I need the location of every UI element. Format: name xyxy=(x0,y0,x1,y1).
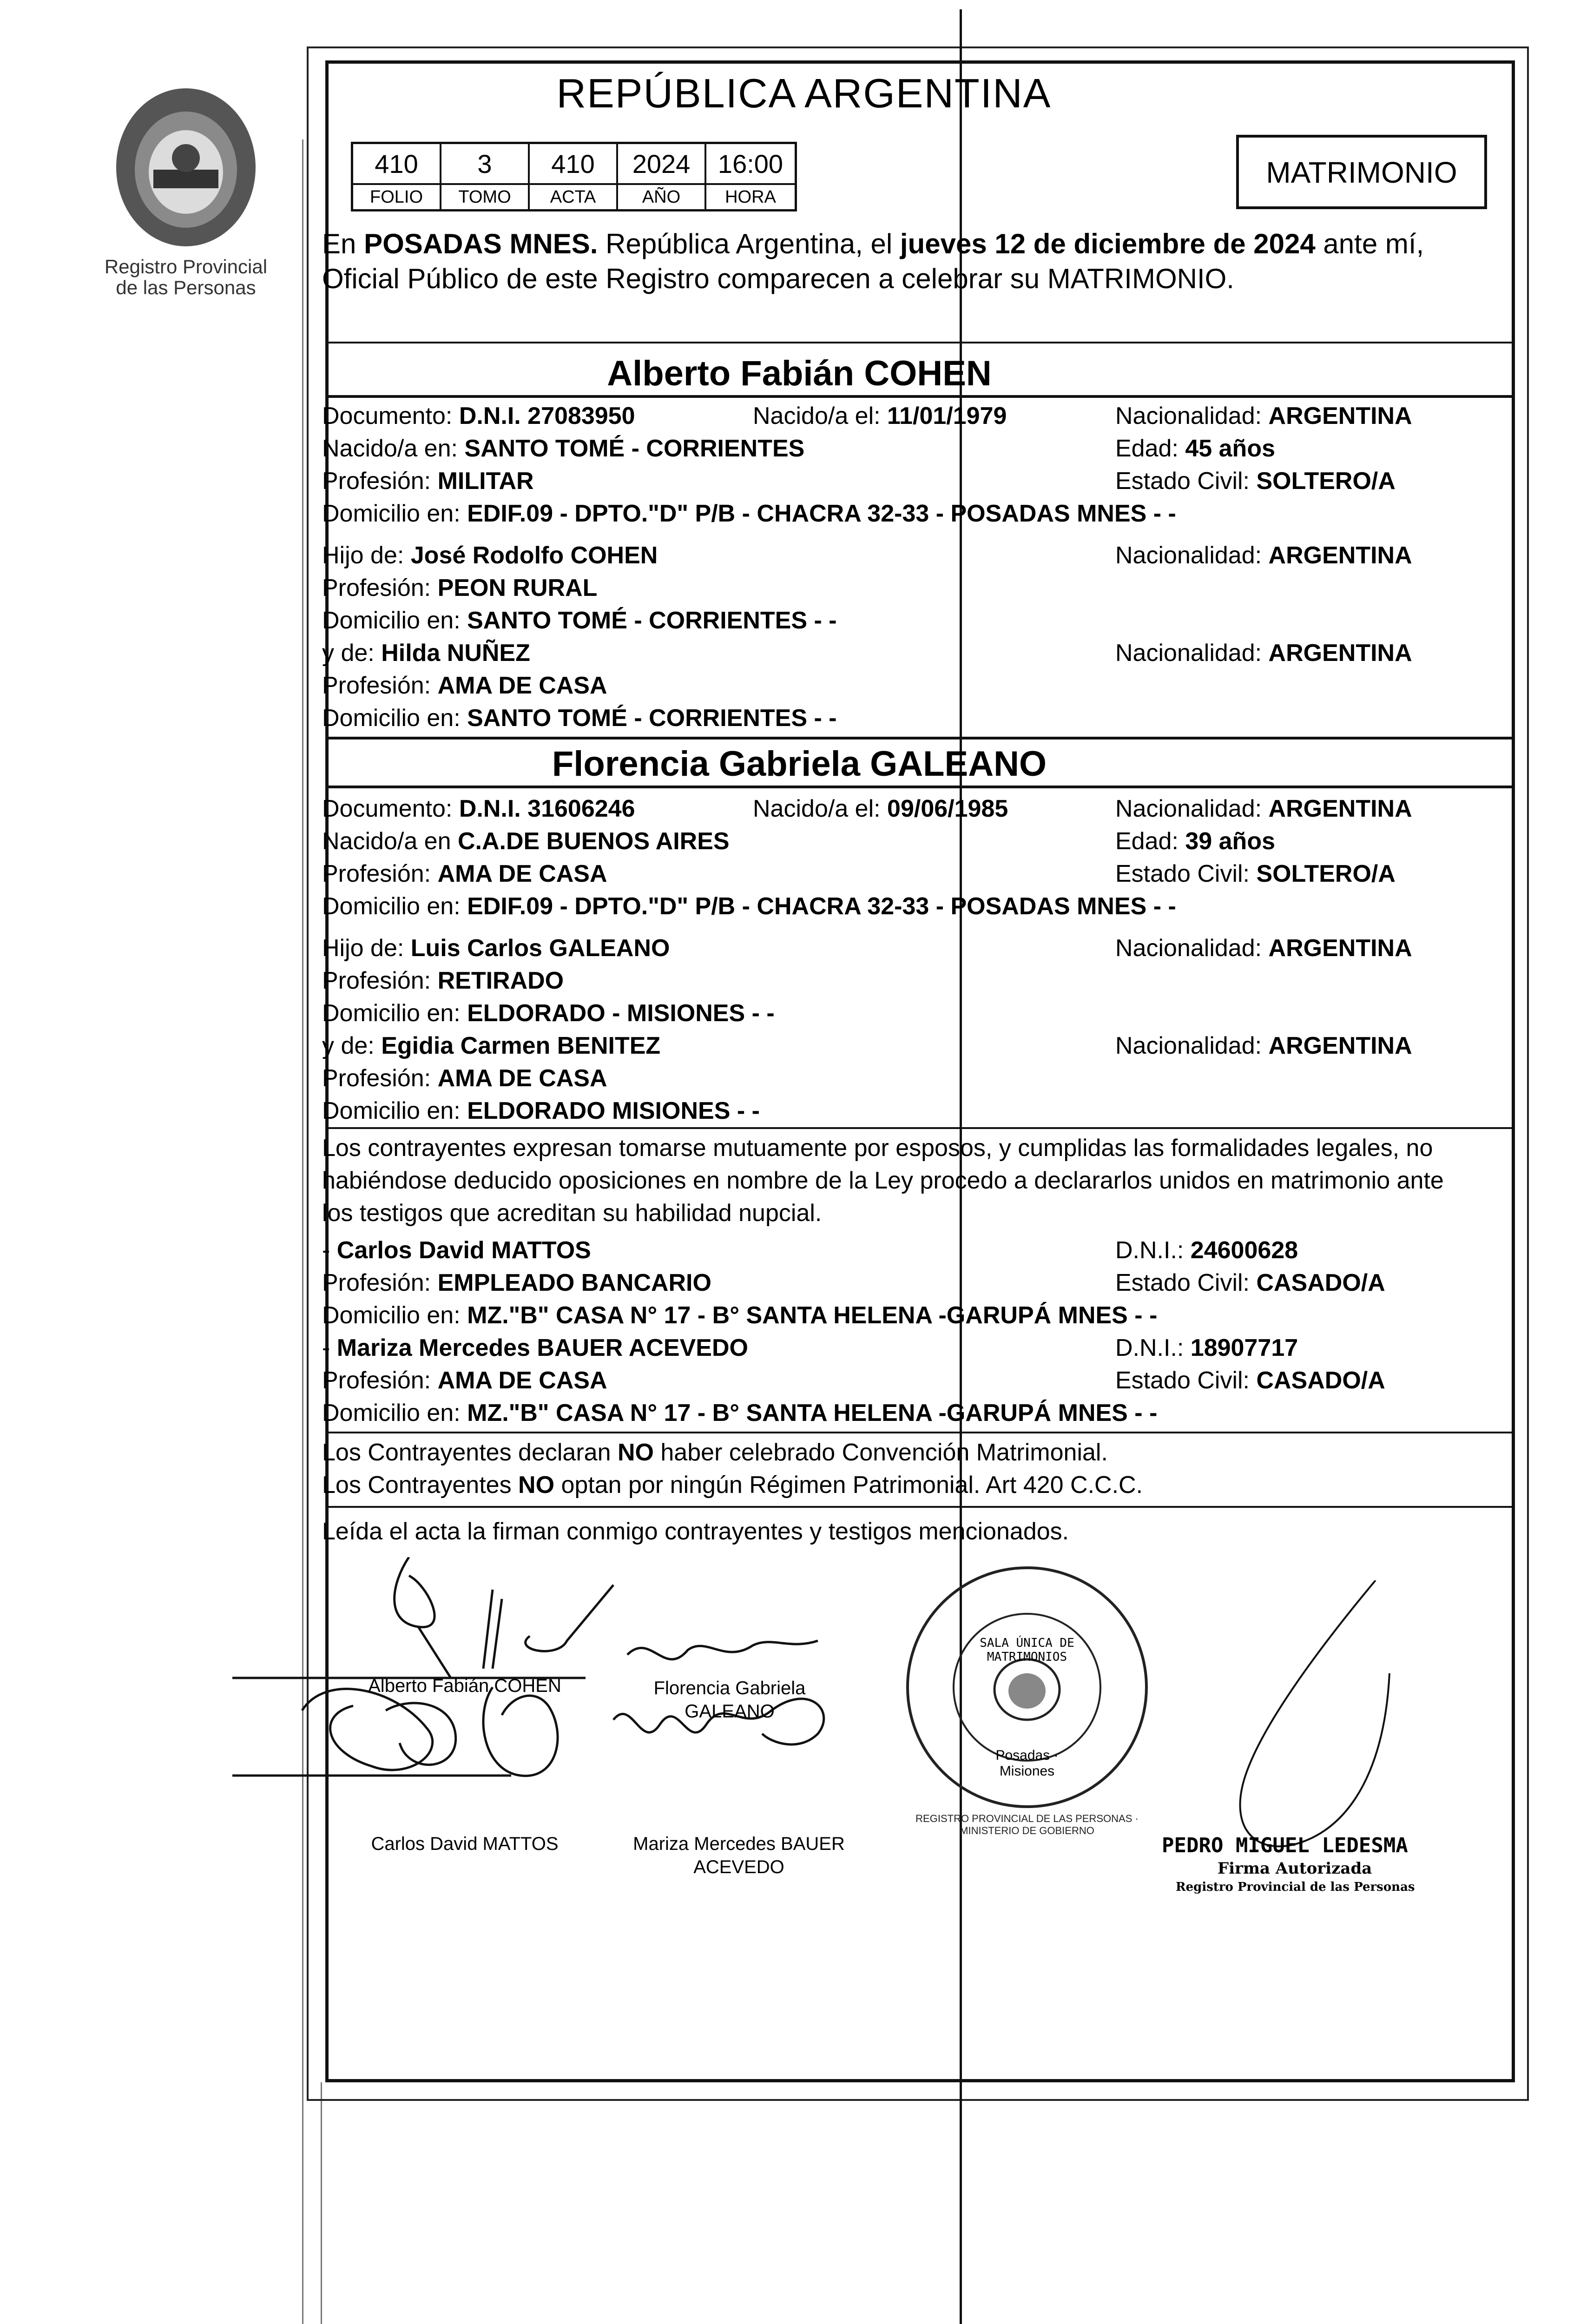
label: Profesión: xyxy=(322,1367,438,1394)
witness2-civil-value: CASADO/A xyxy=(1256,1367,1385,1394)
witness2-name-value: Mariza Mercedes BAUER ACEVEDO xyxy=(336,1334,748,1361)
label: Nacido/a en xyxy=(322,828,458,855)
spouse2-civil-value: SOLTERO/A xyxy=(1256,860,1396,887)
spouse2-prof-value: AMA DE CASA xyxy=(437,860,607,887)
divider xyxy=(325,395,1515,398)
spouse2-nationality xyxy=(1115,795,1412,823)
spouse1-birthdate xyxy=(753,402,1007,430)
spouse1-mother-dom: SANTO TOMÉ - CORRIENTES - - xyxy=(467,705,837,732)
label: D.N.I.: xyxy=(1115,1237,1191,1264)
spouse2-age-value: 39 años xyxy=(1185,828,1275,855)
registry-box xyxy=(351,142,797,211)
registry-acta xyxy=(530,144,618,209)
witness1-profession xyxy=(322,1269,711,1297)
spouse1-father-prof: PEON RURAL xyxy=(437,574,598,601)
logo-caption-1: Registro Provincial xyxy=(104,256,268,277)
spouse2-age xyxy=(1115,827,1275,855)
spouse2-father-address xyxy=(322,999,775,1027)
registry-tomo xyxy=(441,144,530,209)
signature-label-witness1: Carlos David MATTOS xyxy=(371,1834,559,1854)
margin-line-left-2 xyxy=(321,2082,322,2324)
label: Domicilio en: xyxy=(322,893,467,920)
label: Nacionalidad: xyxy=(1115,935,1269,962)
spouse2-birthplace xyxy=(322,827,730,855)
regime-no: NO xyxy=(518,1472,555,1499)
spouse2-profession xyxy=(322,860,607,888)
label: Estado Civil: xyxy=(1115,860,1257,887)
label: Domicilio en: xyxy=(322,1302,467,1329)
spouse1-born: 11/01/1979 xyxy=(887,403,1007,429)
spouse1-birthplace-value: SANTO TOMÉ - CORRIENTES xyxy=(464,435,805,462)
divider xyxy=(325,342,1515,343)
spouse2-dom-value: EDIF.09 - DPTO."D" P/B - CHACRA 32-33 - POSADAS MNES - - xyxy=(467,893,1176,920)
label: Domicilio en: xyxy=(322,705,467,732)
spouse1-mother-name: Hilda NUÑEZ xyxy=(381,640,530,667)
spouse2-father-nat: ARGENTINA xyxy=(1268,935,1412,962)
spouse1-father-nat: ARGENTINA xyxy=(1268,542,1412,569)
spouse1-nat: ARGENTINA xyxy=(1268,403,1412,429)
label: Profesión: xyxy=(322,860,438,887)
label: Estado Civil: xyxy=(1115,1367,1257,1394)
hora-label: HORA xyxy=(706,183,795,209)
spouse1-nationality xyxy=(1115,402,1412,430)
spouse2-document xyxy=(322,795,635,823)
spouse1-father-dom: SANTO TOMÉ - CORRIENTES - - xyxy=(467,607,837,634)
regime-no: NO xyxy=(617,1439,654,1466)
divider xyxy=(325,786,1515,788)
spouse1-dom-value: EDIF.09 - DPTO."D" P/B - CHACRA 32-33 - POSADAS MNES - - xyxy=(467,500,1176,527)
label: Nacido/a el: xyxy=(753,403,888,429)
spouse2-mother-address xyxy=(322,1097,760,1125)
spouse2-father-nationality xyxy=(1115,934,1412,962)
label: Nacionalidad: xyxy=(1115,795,1269,822)
spouse1-address xyxy=(322,500,1176,528)
spouse1-age xyxy=(1115,435,1275,462)
registry-anio xyxy=(618,144,706,209)
label: Nacido/a el: xyxy=(753,795,888,822)
spouse2-father-dom: ELDORADO - MISIONES - - xyxy=(467,1000,775,1027)
tomo-value: 3 xyxy=(477,149,492,178)
regime-line-2 xyxy=(322,1471,1143,1499)
margin-line-left xyxy=(302,139,303,2324)
spouse2-mother-dom: ELDORADO MISIONES - - xyxy=(467,1097,760,1124)
intro-line-1 xyxy=(322,228,1424,260)
intro-text: ante mí, xyxy=(1315,228,1424,259)
label: Nacionalidad: xyxy=(1115,640,1269,667)
record-type-box: MATRIMONIO xyxy=(1236,135,1487,209)
label: Hijo de: xyxy=(322,542,411,569)
anio-label: AÑO xyxy=(618,183,704,209)
label: y de: xyxy=(322,640,382,667)
spouse1-birthplace xyxy=(322,435,804,462)
label: Domicilio en: xyxy=(322,607,467,634)
spouse1-father xyxy=(322,541,658,569)
coat-of-arms-icon xyxy=(93,79,279,274)
intro-text: En xyxy=(322,228,364,259)
spouse2-birthplace-value: C.A.DE BUENOS AIRES xyxy=(457,828,730,855)
witness1-civil-value: CASADO/A xyxy=(1256,1269,1385,1296)
registry-logo xyxy=(93,79,279,298)
label: Profesión: xyxy=(322,468,438,495)
page-title: REPÚBLICA ARGENTINA xyxy=(556,70,1052,116)
spouse1-age-value: 45 años xyxy=(1185,435,1275,462)
label: D.N.I.: xyxy=(1115,1334,1191,1361)
seal-text-outer: REGISTRO PROVINCIAL DE LAS PERSONAS · MINISTERIO DE GOBIERNO xyxy=(915,1813,1139,1836)
divider xyxy=(325,1127,1515,1129)
label: Hijo de: xyxy=(322,935,411,962)
witness2-civil xyxy=(1115,1367,1385,1394)
spouse1-mother-nationality xyxy=(1115,639,1412,667)
spouse1-mother-profession xyxy=(322,672,607,700)
bullet: - xyxy=(322,1334,337,1361)
seal-emblem-icon xyxy=(990,1655,1064,1724)
spouse1-father-nationality xyxy=(1115,541,1412,569)
declaration-line-1: Los contrayentes expresan tomarse mutuamente por esposos, y cumplidas las formalidades legales, no xyxy=(322,1135,1433,1162)
intro-date: jueves 12 de diciembre de 2024 xyxy=(900,228,1316,259)
witness1-dni-value: 24600628 xyxy=(1190,1237,1298,1264)
bullet: - xyxy=(322,1237,337,1264)
spouse2-birthdate xyxy=(753,795,1008,823)
seal-text-inner: SALA ÚNICA DE MATRIMONIOS xyxy=(980,1636,1074,1664)
spouse2-mother-name: Egidia Carmen BENITEZ xyxy=(381,1032,661,1059)
spouse2-civil xyxy=(1115,860,1396,888)
witness2-profession xyxy=(322,1367,607,1394)
spouse1-mother-prof: AMA DE CASA xyxy=(437,672,607,699)
regime-line-1 xyxy=(322,1439,1108,1466)
label: Edad: xyxy=(1115,435,1185,462)
witness2-dni-value: 18907717 xyxy=(1190,1334,1298,1361)
label: y de: xyxy=(322,1032,382,1059)
spouse1-father-address xyxy=(322,607,837,634)
witness1-name-value: Carlos David MATTOS xyxy=(336,1237,591,1264)
spouse1-father-profession xyxy=(322,574,597,602)
spouse1-civil-value: SOLTERO/A xyxy=(1256,468,1396,495)
witness1-name xyxy=(322,1236,591,1264)
declaration-line-3: los testigos que acreditan su habilidad nupcial. xyxy=(322,1200,822,1227)
anio-value: 2024 xyxy=(632,149,691,178)
divider xyxy=(325,1432,1515,1433)
spouse1-mother-address xyxy=(322,704,837,732)
witness1-dom-value: MZ."B" CASA N° 17 - B° SANTA HELENA -GARUPÁ MNES - - xyxy=(467,1302,1158,1329)
spouse2-mother-profession xyxy=(322,1064,607,1092)
spouse1-profession xyxy=(322,467,534,495)
label: Domicilio en: xyxy=(322,1000,467,1027)
signature-label-witness2-1: Mariza Mercedes BAUER xyxy=(633,1834,845,1854)
label: Domicilio en: xyxy=(322,1400,467,1426)
label: Documento: xyxy=(322,403,459,429)
label: Profesión: xyxy=(322,1065,438,1092)
witness2-prof-value: AMA DE CASA xyxy=(437,1367,607,1394)
spouse2-nat: ARGENTINA xyxy=(1268,795,1412,822)
spouse2-born: 09/06/1985 xyxy=(887,795,1008,822)
intro-place: POSADAS MNES. xyxy=(364,228,598,259)
signature-label-spouse1: Alberto Fabián COHEN xyxy=(368,1676,561,1696)
label: Estado Civil: xyxy=(1115,468,1257,495)
acta-label: ACTA xyxy=(530,183,616,209)
label: Nacionalidad: xyxy=(1115,403,1269,429)
spouse1-father-name: José Rodolfo COHEN xyxy=(410,542,658,569)
spouse2-father-name: Luis Carlos GALEANO xyxy=(410,935,670,962)
label: Profesión: xyxy=(322,672,438,699)
intro-line-2: Oficial Público de este Registro comparecen a celebrar su MATRIMONIO. xyxy=(322,263,1234,294)
label: Nacionalidad: xyxy=(1115,1032,1269,1059)
officer-name: PEDRO MIGUEL LEDESMA xyxy=(1162,1834,1408,1857)
spouse1-prof-value: MILITAR xyxy=(437,468,534,495)
officer-title: Firma Autorizada xyxy=(1218,1859,1372,1878)
spouse2-father-prof: RETIRADO xyxy=(437,967,564,994)
signature-label-spouse2-2: GALEANO xyxy=(685,1701,775,1722)
witness2-dni xyxy=(1115,1334,1298,1362)
spouse2-mother-nationality xyxy=(1115,1032,1412,1060)
witness1-dni xyxy=(1115,1236,1298,1264)
divider xyxy=(325,1506,1515,1508)
spouse2-father xyxy=(322,934,670,962)
label: Documento: xyxy=(322,795,459,822)
registry-folio xyxy=(353,144,441,209)
spouse2-father-profession xyxy=(322,967,564,995)
witness2-dom-value: MZ."B" CASA N° 17 - B° SANTA HELENA -GARUPÁ MNES - - xyxy=(467,1400,1158,1426)
label: Profesión: xyxy=(322,1269,438,1296)
label: Nacionalidad: xyxy=(1115,542,1269,569)
spouse1-civil xyxy=(1115,467,1396,495)
spouse2-name: Florencia Gabriela GALEANO xyxy=(552,744,1047,784)
seal-text-bottom: Posadas · Misiones xyxy=(995,1748,1059,1779)
hora-value: 16:00 xyxy=(718,149,783,178)
spouse1-dni: D.N.I. 27083950 xyxy=(459,403,635,429)
spouse2-dni: D.N.I. 31606246 xyxy=(459,795,635,822)
closing-line: Leída el acta la firman conmigo contrayentes y testigos mencionados. xyxy=(322,1518,1069,1545)
regime-text: Los Contrayentes declaran xyxy=(322,1439,618,1466)
spouse2-mother xyxy=(322,1032,660,1060)
folio-label: FOLIO xyxy=(353,183,440,209)
tomo-label: TOMO xyxy=(441,183,528,209)
label: Profesión: xyxy=(322,967,438,994)
logo-caption-2: de las Personas xyxy=(116,277,256,298)
spouse2-mother-nat: ARGENTINA xyxy=(1268,1032,1412,1059)
witness1-address xyxy=(322,1301,1157,1329)
regime-text: haber celebrado Convención Matrimonial. xyxy=(653,1439,1108,1466)
acta-value: 410 xyxy=(551,149,595,178)
spouse1-name: Alberto Fabián COHEN xyxy=(607,354,992,393)
label: Domicilio en: xyxy=(322,1097,467,1124)
spouse2-address xyxy=(322,892,1176,920)
witness1-prof-value: EMPLEADO BANCARIO xyxy=(437,1269,711,1296)
spouse1-mother-nat: ARGENTINA xyxy=(1268,640,1412,667)
intro-text: República Argentina, el xyxy=(598,228,900,259)
spouse1-document xyxy=(322,402,635,430)
divider xyxy=(325,737,1515,739)
signature-label-witness2-2: ACEVEDO xyxy=(693,1857,784,1877)
folio-value: 410 xyxy=(375,149,418,178)
officer-registry: Registro Provincial de las Personas xyxy=(1176,1880,1415,1894)
spouse2-mother-prof: AMA DE CASA xyxy=(437,1065,607,1092)
label: Domicilio en: xyxy=(322,500,467,527)
regime-text: Los Contrayentes xyxy=(322,1472,519,1499)
label: Estado Civil: xyxy=(1115,1269,1257,1296)
witness2-name xyxy=(322,1334,748,1362)
signature-label-spouse2-1: Florencia Gabriela xyxy=(653,1678,806,1698)
registry-hora xyxy=(706,144,795,209)
spouse1-mother xyxy=(322,639,530,667)
witness2-address xyxy=(322,1399,1157,1427)
label: Edad: xyxy=(1115,828,1185,855)
declaration-line-2: habiéndose deducido oposiciones en nombre de la Ley procedo a declararlos unidos en matrimonio ante xyxy=(322,1167,1444,1194)
witness1-civil xyxy=(1115,1269,1385,1297)
label: Nacido/a en: xyxy=(322,435,465,462)
label: Profesión: xyxy=(322,574,438,601)
regime-text: optan por ningún Régimen Patrimonial. Art 420 C.C.C. xyxy=(554,1472,1143,1499)
